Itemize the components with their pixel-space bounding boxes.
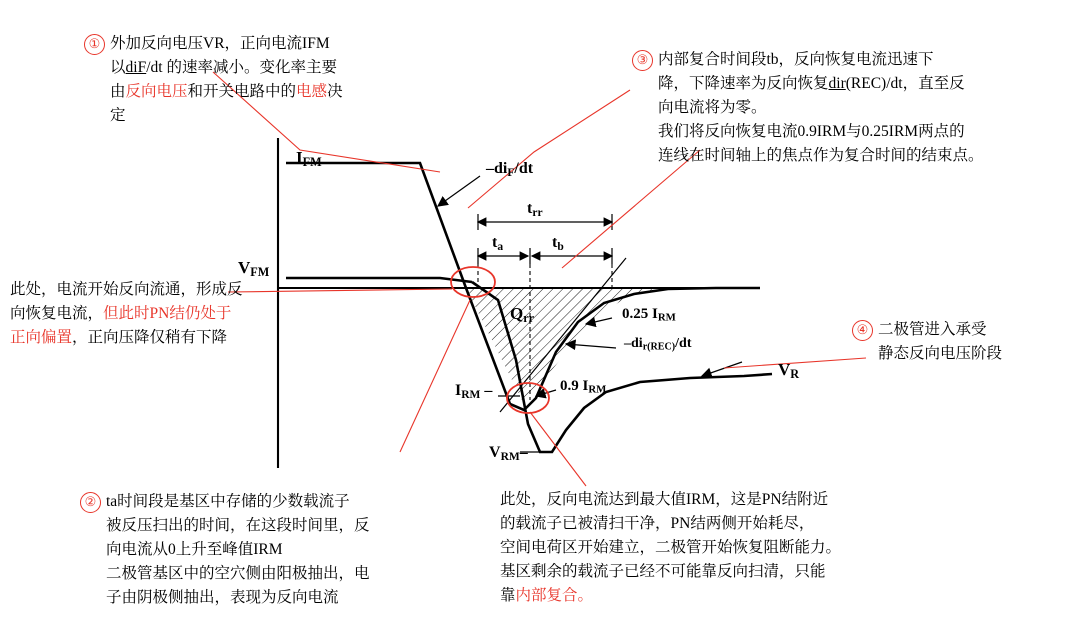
label-qrr: $Q_{rr}$: [510, 304, 535, 326]
note-bottom-line-4: 基区剩余的载流子已经不可能靠反向扫清，只能: [500, 563, 826, 581]
label-dif-dt: $-di_F/dt$: [486, 160, 534, 179]
label-ifm: $I_{FM}$: [296, 148, 322, 170]
annotation-number-2: ②: [80, 492, 101, 513]
annotation-3-line-4: 我们将反向恢复电流0.9IRM与0.25IRM两点的: [658, 123, 965, 141]
annotation-3: [658, 48, 1058, 168]
annotation-1: [110, 32, 440, 128]
label-trr: $t_{rr}$: [527, 200, 543, 219]
annotation-number-1: ①: [84, 34, 105, 55]
annotation-4-line-2: 静态反向电压阶段: [878, 345, 1003, 363]
annotation-number-3: ③: [632, 50, 653, 71]
annotation-4-line-1: 二极管进入承受: [878, 321, 987, 338]
annotation-2-line-4: 二极管基区中的空穴侧由阳极抽出，电: [106, 565, 370, 583]
label-ta: $t_a$: [492, 234, 504, 253]
annotation-1-line-3: 由反向电压和开关电路中的电感决: [110, 83, 343, 101]
label-vrm: $V_{RM}-$: [489, 444, 528, 463]
annotation-2-line-3: 向电流从0上升至峰值IRM: [106, 541, 283, 559]
annotation-1-line-1: 外加反向电压VR，正向电流IFM: [110, 35, 330, 52]
label-025-irm: 0.25 $I_{RM}$: [622, 306, 676, 324]
annotation-1-line-2: 以diF/dt 的速率减小。变化率主要: [110, 59, 337, 77]
label-irm: $I_{RM}$ –: [455, 382, 493, 401]
annotation-3-line-1: 内部复合时间段tb，反向恢复电流迅速下: [658, 51, 934, 68]
annotation-2-line-2: 被反压扫出的时间，在这段时间里，反: [106, 517, 370, 535]
note-bottom-line-3: 空间电荷区开始建立，二极管开始恢复阻断能力。: [500, 539, 842, 557]
annotation-3-line-2: 降，下降速率为反向恢复dir(REC)/dt，直至反: [658, 75, 965, 93]
note-bottom-line-1: 此处，反向电流达到最大值IRM，这是PN结附近: [500, 491, 829, 508]
note-left-line-1: 此处，电流开始反向流通，形成反: [10, 281, 243, 298]
note-bottom-line-2: 的载流子已被清扫干净，PN结两侧开始耗尽，: [500, 515, 815, 533]
annotation-4: [878, 318, 1078, 366]
annotation-2-line-1: ta时间段是基区中存储的少数载流子: [106, 493, 350, 510]
note-bottom: [500, 488, 970, 608]
note-bottom-line-5: 靠内部复合。: [500, 587, 594, 605]
note-left: [10, 278, 270, 350]
annotation-2-line-5: 子由阴极侧抽出，表现为反向电流: [106, 589, 339, 607]
label-vr: $V_R$: [778, 360, 800, 382]
annotation-2: [106, 490, 466, 610]
label-tb: $t_b$: [552, 234, 564, 253]
annotation-3-line-5: 连线在时间轴上的焦点作为复合时间的结束点。: [658, 147, 984, 165]
note-left-line-3: 正向偏置，正向压降仅稍有下降: [10, 329, 228, 347]
label-direc-dt: $-di_{r(REC)}/dt$: [624, 336, 692, 353]
note-left-line-2: 向恢复电流，但此时PN结仍处于: [10, 305, 232, 323]
annotation-number-4: ④: [852, 320, 873, 341]
label-vfm: $V_{FM}$: [238, 258, 270, 280]
label-09-irm: 0.9 $I_{RM}$: [560, 378, 607, 396]
annotation-3-line-3: 向电流将为零。: [658, 99, 767, 117]
annotation-1-line-4: 定: [110, 107, 126, 125]
